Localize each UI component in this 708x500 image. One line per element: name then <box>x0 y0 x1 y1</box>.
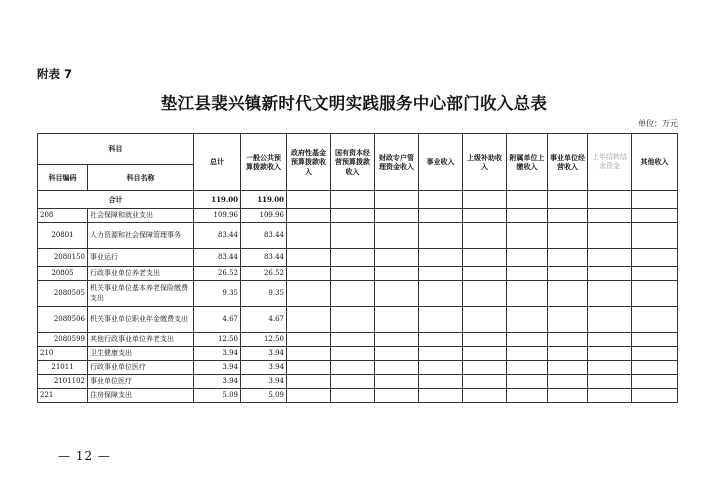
empty-cell <box>419 361 463 375</box>
empty-cell <box>463 347 507 361</box>
subject-code: 2080150 <box>38 249 88 267</box>
subject-name: 社会保障和就业支出 <box>88 209 194 223</box>
empty-cell <box>375 333 419 347</box>
header-subject: 科目 <box>38 134 194 165</box>
empty-cell <box>287 307 331 333</box>
row-general: 9.35 <box>241 281 287 307</box>
empty-cell <box>548 209 588 223</box>
empty-cell <box>507 281 548 307</box>
income-table <box>37 133 678 403</box>
empty-cell <box>331 333 375 347</box>
empty-cell <box>463 333 507 347</box>
header-row <box>38 134 678 165</box>
row-general: 5.09 <box>241 389 287 403</box>
empty-cell <box>331 281 375 307</box>
row-total: 26.52 <box>194 267 241 281</box>
table-row <box>38 375 678 389</box>
subject-name: 行政事业单位养老支出 <box>88 267 194 281</box>
empty-cell <box>375 267 419 281</box>
empty-cell <box>588 375 632 389</box>
empty-cell <box>375 223 419 249</box>
row-total: 12.50 <box>194 333 241 347</box>
subject-code: 20801 <box>38 223 88 249</box>
table-row <box>38 267 678 281</box>
table-row <box>38 209 678 223</box>
row-general: 109.96 <box>241 209 287 223</box>
row-total: 9.35 <box>194 281 241 307</box>
header-general: 一般公共预算拨款收入 <box>241 134 287 191</box>
subject-name: 行政事业单位医疗 <box>88 361 194 375</box>
empty-cell <box>331 361 375 375</box>
empty-cell <box>632 191 678 209</box>
empty-cell <box>375 209 419 223</box>
empty-cell <box>419 375 463 389</box>
empty-cell <box>419 307 463 333</box>
row-total: 3.94 <box>194 375 241 389</box>
empty-cell <box>632 347 678 361</box>
row-general: 26.52 <box>241 267 287 281</box>
row-total: 109.96 <box>194 209 241 223</box>
empty-cell <box>375 389 419 403</box>
subject-code: 20805 <box>38 267 88 281</box>
empty-cell <box>463 223 507 249</box>
row-general: 83.44 <box>241 249 287 267</box>
empty-cell <box>632 375 678 389</box>
attachment-label: 附表 7 <box>37 67 73 81</box>
empty-cell <box>507 267 548 281</box>
empty-cell <box>331 375 375 389</box>
empty-cell <box>375 375 419 389</box>
row-general: 12.50 <box>241 333 287 347</box>
subject-code: 208 <box>38 209 88 223</box>
subject-name: 机关事业单位职业年金缴费支出 <box>88 307 194 333</box>
empty-cell <box>375 347 419 361</box>
table-row <box>38 223 678 249</box>
total-amount: 119.00 <box>194 191 241 209</box>
subject-name: 住房保障支出 <box>88 389 194 403</box>
total-row <box>38 191 678 209</box>
empty-cell <box>287 209 331 223</box>
header-business: 事业收入 <box>419 134 463 191</box>
empty-cell <box>632 223 678 249</box>
empty-cell <box>287 361 331 375</box>
empty-cell <box>331 389 375 403</box>
header-subsidy: 上级补助收入 <box>463 134 507 191</box>
empty-cell <box>331 223 375 249</box>
row-general: 4.67 <box>241 307 287 333</box>
subject-code: 221 <box>38 389 88 403</box>
table-row <box>38 389 678 403</box>
empty-cell <box>507 361 548 375</box>
subject-code: 210 <box>38 347 88 361</box>
empty-cell <box>588 307 632 333</box>
empty-cell <box>463 389 507 403</box>
empty-cell <box>463 307 507 333</box>
empty-cell <box>463 281 507 307</box>
empty-cell <box>632 333 678 347</box>
header-fund: 政府性基金预算拨款收入 <box>287 134 331 191</box>
row-general: 3.94 <box>241 375 287 389</box>
empty-cell <box>632 209 678 223</box>
empty-cell <box>287 281 331 307</box>
row-total: 3.94 <box>194 361 241 375</box>
empty-cell <box>588 389 632 403</box>
header-other: 其他收入 <box>632 134 678 191</box>
empty-cell <box>507 375 548 389</box>
empty-cell <box>375 307 419 333</box>
empty-cell <box>507 347 548 361</box>
empty-cell <box>419 191 463 209</box>
table-body <box>38 134 678 403</box>
subject-name: 事业运行 <box>88 249 194 267</box>
empty-cell <box>463 267 507 281</box>
subject-code: 21011 <box>38 361 88 375</box>
empty-cell <box>331 191 375 209</box>
page-title: 垫江县裴兴镇新时代文明实践服务中心部门收入总表 <box>160 94 548 113</box>
empty-cell <box>588 361 632 375</box>
empty-cell <box>463 191 507 209</box>
empty-cell <box>419 281 463 307</box>
empty-cell <box>287 267 331 281</box>
subject-code: 2080505 <box>38 281 88 307</box>
empty-cell <box>548 389 588 403</box>
empty-cell <box>548 333 588 347</box>
unit-label: 单位：万元 <box>638 119 678 128</box>
empty-cell <box>419 209 463 223</box>
subject-name: 卫生健康支出 <box>88 347 194 361</box>
empty-cell <box>375 249 419 267</box>
empty-cell <box>463 375 507 389</box>
empty-cell <box>632 249 678 267</box>
header-carryover: 上年结转结余资金 <box>588 134 632 191</box>
table-row <box>38 281 678 307</box>
empty-cell <box>287 333 331 347</box>
empty-cell <box>588 347 632 361</box>
empty-cell <box>463 249 507 267</box>
empty-cell <box>632 267 678 281</box>
empty-cell <box>419 333 463 347</box>
header-name: 科目名称 <box>88 165 194 191</box>
empty-cell <box>548 267 588 281</box>
empty-cell <box>548 347 588 361</box>
empty-cell <box>548 223 588 249</box>
empty-cell <box>588 267 632 281</box>
empty-cell <box>419 389 463 403</box>
table-row <box>38 249 678 267</box>
empty-cell <box>419 249 463 267</box>
empty-cell <box>632 389 678 403</box>
empty-cell <box>287 249 331 267</box>
empty-cell <box>419 223 463 249</box>
empty-cell <box>331 307 375 333</box>
table-row <box>38 333 678 347</box>
table-row <box>38 347 678 361</box>
empty-cell <box>287 347 331 361</box>
empty-cell <box>588 209 632 223</box>
empty-cell <box>588 191 632 209</box>
empty-cell <box>632 307 678 333</box>
row-total: 83.44 <box>194 223 241 249</box>
empty-cell <box>331 267 375 281</box>
total-label: 合计 <box>38 191 194 209</box>
empty-cell <box>507 389 548 403</box>
empty-cell <box>588 281 632 307</box>
empty-cell <box>632 361 678 375</box>
empty-cell <box>632 281 678 307</box>
empty-cell <box>507 191 548 209</box>
empty-cell <box>588 249 632 267</box>
row-total: 3.94 <box>194 347 241 361</box>
subject-name: 其他行政事业单位养老支出 <box>88 333 194 347</box>
empty-cell <box>287 389 331 403</box>
total-general: 119.00 <box>241 191 287 209</box>
table-row <box>38 307 678 333</box>
empty-cell <box>588 223 632 249</box>
row-total: 5.09 <box>194 389 241 403</box>
empty-cell <box>331 209 375 223</box>
header-total: 总计 <box>194 134 241 191</box>
empty-cell <box>588 333 632 347</box>
empty-cell <box>287 191 331 209</box>
empty-cell <box>375 281 419 307</box>
empty-cell <box>375 361 419 375</box>
empty-cell <box>507 249 548 267</box>
empty-cell <box>463 209 507 223</box>
subject-name: 机关事业单位基本养老保险缴费支出 <box>88 281 194 307</box>
empty-cell <box>548 307 588 333</box>
empty-cell <box>419 267 463 281</box>
empty-cell <box>507 223 548 249</box>
row-general: 3.94 <box>241 347 287 361</box>
empty-cell <box>463 361 507 375</box>
empty-cell <box>507 209 548 223</box>
subject-code: 2101102 <box>38 375 88 389</box>
header-affiliated: 附属单位上缴收入 <box>507 134 548 191</box>
empty-cell <box>375 191 419 209</box>
empty-cell <box>331 347 375 361</box>
empty-cell <box>287 375 331 389</box>
row-total: 83.44 <box>194 249 241 267</box>
empty-cell <box>287 223 331 249</box>
empty-cell <box>548 281 588 307</box>
subject-name: 人力资源和社会保障管理事务 <box>88 223 194 249</box>
row-general: 83.44 <box>241 223 287 249</box>
empty-cell <box>507 307 548 333</box>
empty-cell <box>507 333 548 347</box>
subject-name: 事业单位医疗 <box>88 375 194 389</box>
subject-code: 2080506 <box>38 307 88 333</box>
header-operating: 事业单位经营收入 <box>548 134 588 191</box>
header-state-capital: 国有资本经营预算拨款收入 <box>331 134 375 191</box>
empty-cell <box>548 375 588 389</box>
row-total: 4.67 <box>194 307 241 333</box>
empty-cell <box>548 249 588 267</box>
subject-code: 2080599 <box>38 333 88 347</box>
empty-cell <box>331 249 375 267</box>
table-row <box>38 361 678 375</box>
empty-cell <box>548 191 588 209</box>
row-general: 3.94 <box>241 361 287 375</box>
header-special: 财政专户管理资金收入 <box>375 134 419 191</box>
page-number: — 12 — <box>58 449 111 463</box>
empty-cell <box>419 347 463 361</box>
header-code: 科目编码 <box>38 165 88 191</box>
empty-cell <box>548 361 588 375</box>
